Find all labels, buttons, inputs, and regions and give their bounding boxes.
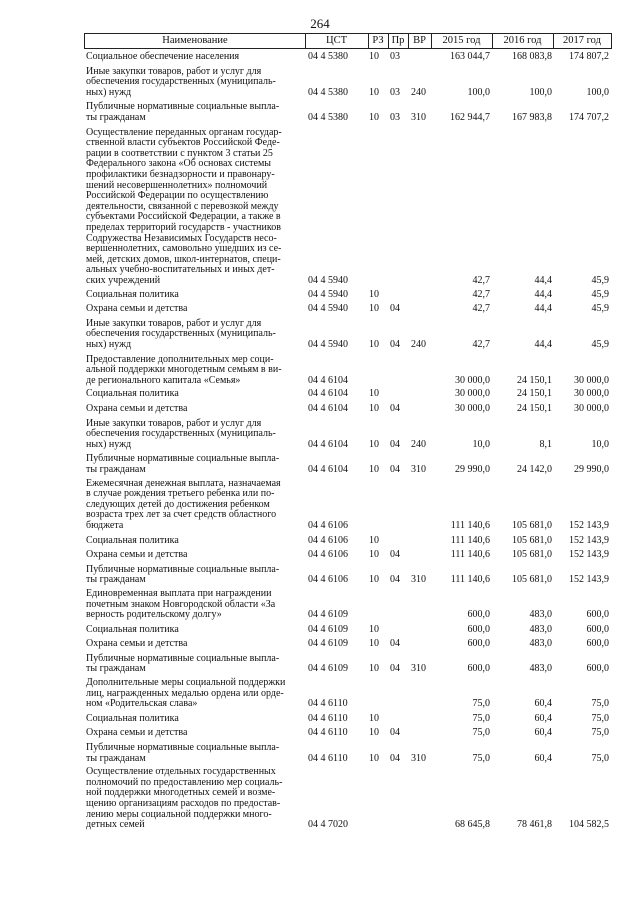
row-y2015: 600,0 bbox=[467, 623, 490, 635]
row-y2016: 8,1 bbox=[539, 438, 552, 450]
row-rz: 10 bbox=[369, 303, 379, 315]
row-y2016: 24 142,0 bbox=[517, 463, 552, 475]
table-row bbox=[84, 52, 612, 63]
row-name: Публичные нормативные социальные выпла- ты гражданам bbox=[86, 742, 280, 764]
row-rz: 10 bbox=[369, 727, 379, 739]
row-name: Публичные нормативные социальные выпла- ты гражданам bbox=[86, 563, 280, 586]
row-vr: 310 bbox=[411, 752, 426, 764]
row-cst: 04 4 6109 bbox=[308, 638, 348, 650]
row-y2015: 111 140,6 bbox=[450, 534, 490, 546]
row-y2015: 42,7 bbox=[472, 274, 490, 286]
row-vr: 310 bbox=[411, 574, 426, 586]
row-pr: 03 bbox=[390, 51, 400, 62]
row-y2015: 111 140,6 bbox=[450, 574, 490, 586]
row-cst: 04 4 5380 bbox=[308, 111, 348, 123]
row-rz: 10 bbox=[369, 663, 379, 675]
row-y2015: 111 140,6 bbox=[450, 549, 490, 561]
row-y2016: 100,0 bbox=[529, 86, 552, 98]
row-y2017: 152 143,9 bbox=[569, 519, 609, 531]
row-y2017: 30 000,0 bbox=[574, 388, 609, 400]
row-rz: 10 bbox=[369, 549, 379, 561]
row-cst: 04 4 5380 bbox=[308, 86, 348, 98]
row-y2016: 105 681,0 bbox=[512, 549, 552, 561]
row-cst: 04 4 5940 bbox=[308, 303, 348, 315]
row-vr: 240 bbox=[411, 438, 426, 450]
row-y2017: 10,0 bbox=[591, 438, 609, 450]
row-y2016: 24 150,1 bbox=[517, 402, 552, 414]
row-name: Социальная политика bbox=[86, 534, 179, 546]
row-y2016: 24 150,1 bbox=[517, 374, 552, 386]
row-name: Единовременная выплата при награждении почетным знаком Новгородской области «За верность родительскому долгу» bbox=[86, 587, 276, 621]
row-y2016: 483,0 bbox=[529, 623, 552, 635]
row-y2017: 600,0 bbox=[586, 663, 609, 675]
row-y2017: 45,9 bbox=[591, 288, 609, 300]
table-row bbox=[84, 128, 612, 287]
row-name: Охрана семьи и детства bbox=[86, 549, 188, 561]
row-pr: 04 bbox=[390, 438, 400, 450]
row-name: Охрана семьи и детства bbox=[86, 638, 188, 650]
row-cst: 04 4 6104 bbox=[308, 402, 348, 414]
table-row bbox=[84, 536, 612, 547]
row-y2017: 45,9 bbox=[591, 274, 609, 286]
row-y2016: 105 681,0 bbox=[512, 519, 552, 531]
row-y2016: 44,4 bbox=[534, 288, 552, 300]
table-row bbox=[84, 419, 612, 451]
row-y2015: 68 645,8 bbox=[455, 819, 490, 831]
row-vr: 240 bbox=[411, 338, 426, 350]
table-row bbox=[84, 304, 612, 315]
table-row bbox=[84, 654, 612, 675]
budget-table bbox=[84, 33, 612, 831]
row-name: Социальная политика bbox=[86, 288, 179, 300]
row-name: Публичные нормативные социальные выпла- ты гражданам bbox=[86, 453, 280, 475]
row-pr: 04 bbox=[390, 338, 400, 350]
row-cst: 04 4 6104 bbox=[308, 438, 348, 450]
row-cst: 04 4 6110 bbox=[308, 712, 348, 724]
table-row bbox=[84, 743, 612, 764]
table-row bbox=[84, 728, 612, 739]
row-cst: 04 4 6109 bbox=[308, 623, 348, 635]
row-y2015: 600,0 bbox=[467, 609, 490, 621]
row-pr: 04 bbox=[390, 402, 400, 414]
table-row bbox=[84, 589, 612, 621]
row-cst: 04 4 6110 bbox=[308, 698, 348, 710]
row-y2015: 75,0 bbox=[472, 752, 490, 764]
row-rz: 10 bbox=[369, 288, 379, 300]
table-header bbox=[84, 33, 612, 49]
row-y2015: 29 990,0 bbox=[455, 463, 490, 475]
header-2017: 2017 год bbox=[563, 35, 601, 46]
row-y2017: 75,0 bbox=[591, 752, 609, 764]
row-y2017: 152 143,9 bbox=[569, 574, 609, 586]
row-pr: 03 bbox=[390, 86, 400, 98]
page-number: 264 bbox=[310, 16, 330, 31]
row-y2015: 42,7 bbox=[472, 338, 490, 350]
row-cst: 04 4 6104 bbox=[308, 463, 348, 475]
row-y2017: 75,0 bbox=[591, 727, 609, 739]
row-y2016: 483,0 bbox=[529, 663, 552, 675]
table-row bbox=[84, 67, 612, 99]
table-row bbox=[84, 678, 612, 710]
row-y2016: 60,4 bbox=[534, 727, 552, 739]
table-row bbox=[84, 404, 612, 415]
row-rz: 10 bbox=[369, 752, 379, 764]
row-cst: 04 4 5940 bbox=[308, 274, 348, 286]
row-cst: 04 4 7020 bbox=[308, 819, 348, 831]
row-cst: 04 4 6106 bbox=[308, 574, 348, 586]
table-row bbox=[84, 290, 612, 301]
row-y2016: 167 983,8 bbox=[512, 111, 552, 123]
row-name: Охрана семьи и детства bbox=[86, 727, 188, 739]
table-row bbox=[84, 355, 612, 387]
row-pr: 04 bbox=[390, 727, 400, 739]
row-y2016: 44,4 bbox=[534, 338, 552, 350]
row-pr: 04 bbox=[390, 574, 400, 586]
row-name: Осуществление отдельных государственных полномочий по предоставлению мер социаль- ной поддержки многодетных семей и возме- щению организациям расходов по предостав- лению меры социальной поддержки много- детных семей bbox=[86, 766, 283, 831]
row-y2016: 168 083,8 bbox=[512, 51, 552, 62]
row-y2016: 105 681,0 bbox=[512, 534, 552, 546]
row-rz: 10 bbox=[369, 388, 379, 400]
table-row bbox=[84, 550, 612, 561]
row-pr: 04 bbox=[390, 638, 400, 650]
row-name: Иные закупки товаров, работ и услуг для обеспечения государственных (муниципаль- ных) нужд bbox=[86, 65, 276, 98]
row-y2017: 152 143,9 bbox=[569, 534, 609, 546]
row-rz: 10 bbox=[369, 463, 379, 475]
row-y2016: 60,4 bbox=[534, 712, 552, 724]
row-name: Публичные нормативные социальные выпла- ты гражданам bbox=[86, 652, 280, 675]
row-y2016: 483,0 bbox=[529, 609, 552, 621]
row-y2015: 75,0 bbox=[472, 712, 490, 724]
row-rz: 10 bbox=[369, 574, 379, 586]
row-cst: 04 4 6109 bbox=[308, 663, 348, 675]
row-y2015: 162 944,7 bbox=[450, 111, 490, 123]
row-vr: 310 bbox=[411, 111, 426, 123]
row-pr: 03 bbox=[390, 111, 400, 123]
row-y2017: 30 000,0 bbox=[574, 402, 609, 414]
row-rz: 10 bbox=[369, 51, 379, 62]
row-name: Публичные нормативные социальные выпла- ты гражданам bbox=[86, 101, 280, 123]
row-y2015: 10,0 bbox=[472, 438, 490, 450]
row-y2017: 100,0 bbox=[586, 86, 609, 98]
row-y2017: 600,0 bbox=[586, 623, 609, 635]
table-body bbox=[84, 52, 612, 831]
row-rz: 10 bbox=[369, 402, 379, 414]
row-y2017: 104 582,5 bbox=[569, 819, 609, 831]
row-vr: 310 bbox=[411, 663, 426, 675]
row-cst: 04 4 6106 bbox=[308, 549, 348, 561]
row-pr: 04 bbox=[390, 549, 400, 561]
row-y2017: 600,0 bbox=[586, 638, 609, 650]
header-pr: Пр bbox=[391, 35, 405, 46]
row-y2015: 30 000,0 bbox=[455, 388, 490, 400]
row-y2017: 152 143,9 bbox=[569, 549, 609, 561]
header-rz: РЗ bbox=[372, 35, 384, 46]
row-name: Иные закупки товаров, работ и услуг для обеспечения государственных (муниципаль- ных) нужд bbox=[86, 317, 276, 350]
row-cst: 04 4 6106 bbox=[308, 519, 348, 531]
table-row bbox=[84, 102, 612, 123]
row-name: Предоставление дополнительных мер соци- альной поддержки многодетным семьям в ви- де регионального капитала «Семья» bbox=[86, 353, 282, 386]
row-name: Иные закупки товаров, работ и услуг для обеспечения государственных (муниципаль- ных) нужд bbox=[86, 417, 276, 450]
row-rz: 10 bbox=[369, 712, 379, 724]
table-row bbox=[84, 714, 612, 725]
row-pr: 04 bbox=[390, 303, 400, 315]
header-name: Наименование bbox=[162, 35, 228, 46]
header-vr: ВР bbox=[413, 35, 426, 46]
row-y2017: 45,9 bbox=[591, 303, 609, 315]
row-vr: 240 bbox=[411, 86, 426, 98]
row-name: Социальная политика bbox=[86, 623, 179, 635]
row-y2017: 29 990,0 bbox=[574, 463, 609, 475]
row-y2017: 75,0 bbox=[591, 712, 609, 724]
row-cst: 04 4 6109 bbox=[308, 609, 348, 621]
row-y2015: 600,0 bbox=[467, 663, 490, 675]
row-cst: 04 4 5940 bbox=[308, 338, 348, 350]
row-rz: 10 bbox=[369, 438, 379, 450]
row-name: Социальная политика bbox=[86, 388, 179, 400]
table-row bbox=[84, 389, 612, 400]
row-cst: 04 4 6104 bbox=[308, 374, 348, 386]
row-y2016: 105 681,0 bbox=[512, 574, 552, 586]
table-row bbox=[84, 565, 612, 586]
row-pr: 04 bbox=[390, 463, 400, 475]
row-y2015: 111 140,6 bbox=[450, 519, 490, 531]
row-y2017: 45,9 bbox=[591, 338, 609, 350]
row-name: Ежемесячная денежная выплата, назначаемая в случае рождения третьего ребенка или по- следующих детей до достижения ребенком возраста трех лет за счет средств областного бюджета bbox=[86, 477, 281, 531]
row-name: Охрана семьи и детства bbox=[86, 402, 188, 414]
row-y2015: 75,0 bbox=[472, 698, 490, 710]
row-y2017: 600,0 bbox=[586, 609, 609, 621]
row-name: Охрана семьи и детства bbox=[86, 303, 188, 315]
row-y2017: 174 807,2 bbox=[569, 51, 609, 62]
row-name: Дополнительные меры социальной поддержки лиц, награжденных медалью ордена или орде- ном «Родительская слава» bbox=[86, 677, 286, 710]
row-pr: 04 bbox=[390, 663, 400, 675]
row-y2015: 600,0 bbox=[467, 638, 490, 650]
row-y2016: 483,0 bbox=[529, 638, 552, 650]
table-row bbox=[84, 639, 612, 650]
header-2016: 2016 год bbox=[503, 35, 542, 46]
row-rz: 10 bbox=[369, 86, 379, 98]
row-pr: 04 bbox=[390, 752, 400, 764]
row-y2016: 60,4 bbox=[534, 752, 552, 764]
table-row bbox=[84, 767, 612, 831]
table-row bbox=[84, 479, 612, 532]
table-row bbox=[84, 454, 612, 475]
row-y2016: 78 461,8 bbox=[517, 819, 552, 831]
row-cst: 04 4 6104 bbox=[308, 388, 348, 400]
row-name: Социальная политика bbox=[86, 712, 179, 724]
row-y2015: 163 044,7 bbox=[450, 51, 490, 62]
row-y2015: 42,7 bbox=[472, 303, 490, 315]
row-cst: 04 4 6110 bbox=[308, 752, 348, 764]
row-rz: 10 bbox=[369, 111, 379, 123]
row-y2015: 100,0 bbox=[467, 86, 490, 98]
row-y2015: 42,7 bbox=[472, 288, 490, 300]
row-y2017: 174 707,2 bbox=[569, 111, 609, 123]
row-rz: 10 bbox=[369, 534, 379, 546]
row-y2017: 75,0 bbox=[591, 698, 609, 710]
row-y2015: 30 000,0 bbox=[455, 374, 490, 386]
row-y2016: 60,4 bbox=[534, 698, 552, 710]
table-row bbox=[84, 625, 612, 636]
row-cst: 04 4 6106 bbox=[308, 534, 348, 546]
row-rz: 10 bbox=[369, 623, 379, 635]
row-vr: 310 bbox=[411, 463, 426, 475]
row-y2016: 44,4 bbox=[534, 274, 552, 286]
row-cst: 04 4 5940 bbox=[308, 288, 348, 300]
row-cst: 04 4 6110 bbox=[308, 727, 348, 739]
row-y2016: 24 150,1 bbox=[517, 388, 552, 400]
row-rz: 10 bbox=[369, 638, 379, 650]
header-cst: ЦСТ bbox=[326, 35, 347, 46]
row-y2015: 75,0 bbox=[472, 727, 490, 739]
row-name: Социальное обеспечение населения bbox=[86, 51, 240, 62]
header-2015: 2015 год bbox=[442, 35, 481, 46]
row-y2016: 44,4 bbox=[534, 303, 552, 315]
row-y2015: 30 000,0 bbox=[455, 402, 490, 414]
row-cst: 04 4 5380 bbox=[308, 51, 348, 62]
row-name: Осуществление переданных органам государ- ственной власти субъектов Российской Феде- рации в соответствии с пунктом 3 статьи 25 Федерального закона «Об основах системы профилактики безнадзорности и правонару- шений несовершеннолетних» полномочий Российской Федерации по осуществлению деятельности, связанной с перевозкой между субъектами Российской Федерации, а также в пределах территорий государств - участников Содружества Независимых Государств несо- вершеннолетних, самовольно ушедших из се- мей, детских домов, школ-интернатов, специ- альных учебно-воспитательных и иных дет- ских учреждений bbox=[86, 126, 282, 286]
row-y2017: 30 000,0 bbox=[574, 374, 609, 386]
table-row bbox=[84, 319, 612, 351]
row-rz: 10 bbox=[369, 338, 379, 350]
